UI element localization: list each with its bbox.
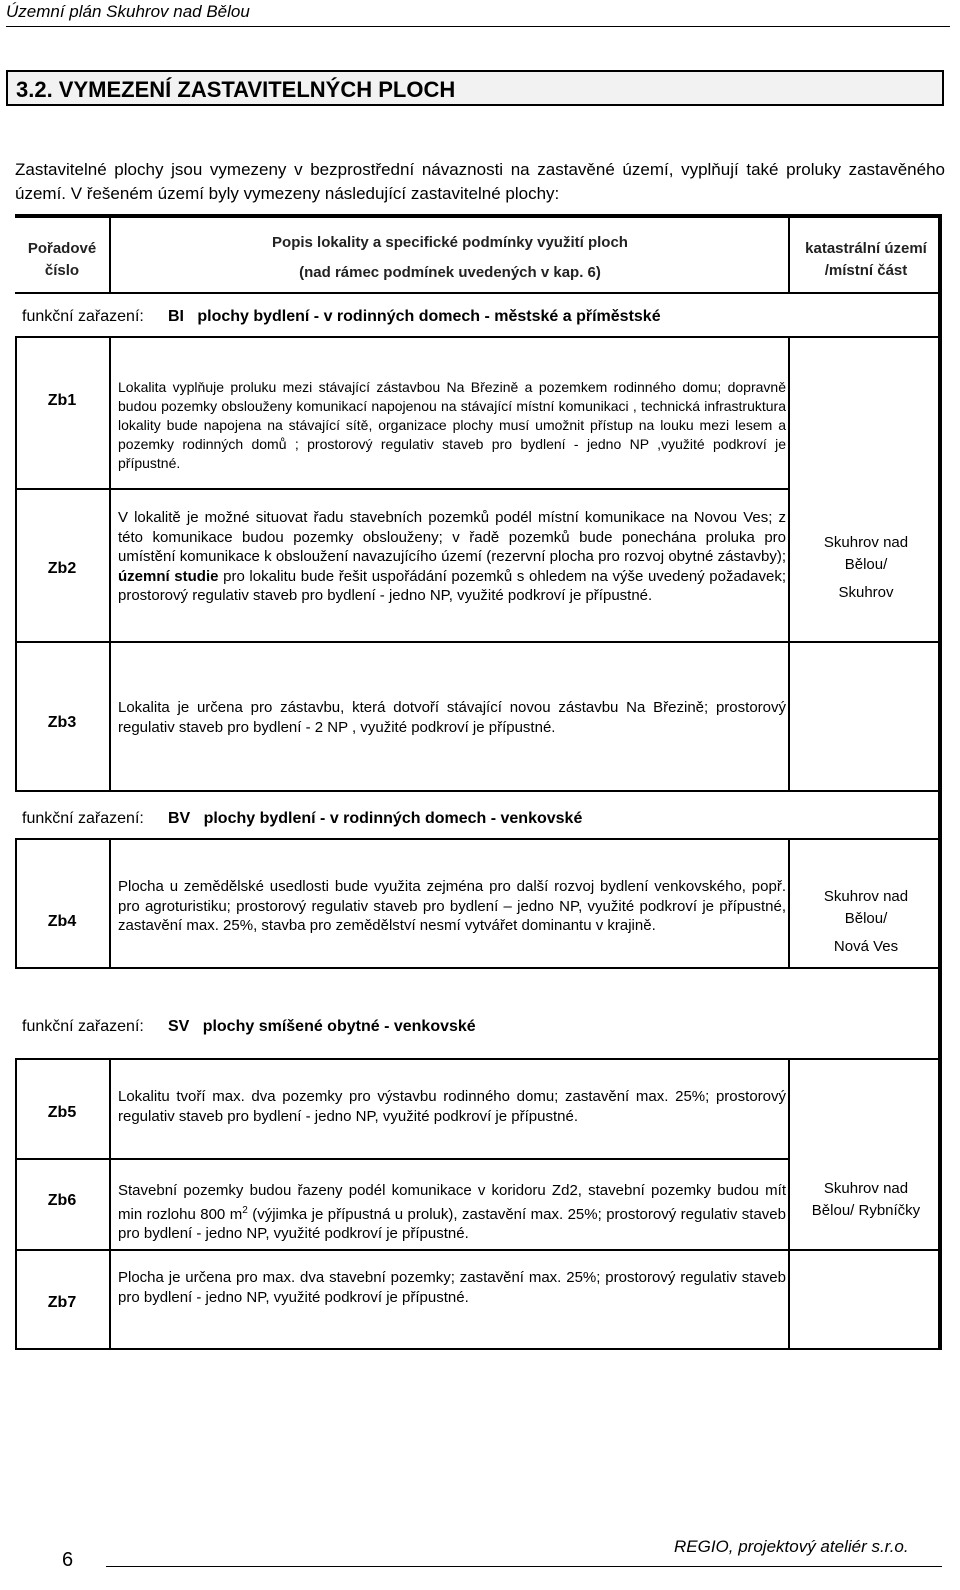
row-id: Zb4 — [47, 913, 77, 930]
table-divider — [109, 1058, 111, 1350]
row-id: Zb7 — [47, 1294, 77, 1311]
functional-classification-bi — [168, 308, 661, 326]
row-id: Zb5 — [47, 1104, 77, 1121]
row-description: Stavební pozemky budou řazeny podél komunikace v koridoru Zd2, stavební pozemky budou mít min rozlohu 800 $m^2$ (výjimka je přípustná u proluk), zastavění max. 25%; prostorový regulativ staveb pro bydlení - jedno NP, využité podkroví je přípustné. — [118, 1182, 786, 1242]
row-description: V lokalitě je možné situovat řadu stavebních pozemků podél místní komunikace na Novou Ves; z této komunikace budou pozemky obslouženy; v řadě pozemků bude ponechána proluka pro umístění komunikace k obsloužení navazujícího území (rezervní plocha pro rozvoj obytné zástavby); územní studie pro lokalitu bude řešit uspořádání pozemků s ohledem na výše uvedený požadavek; prostorový regulativ staveb pro bydlení - jedno NP, využité podkroví je přípustné. — [118, 509, 787, 604]
row-description: Plocha je určena pro max. dva stavební pozemky; zastavění max. 25%; prostorový regulativ staveb pro bydlení - jedno NP, využité podkroví je přípustné. — [118, 1269, 786, 1306]
table-divider — [15, 1249, 942, 1251]
cadastral-area-nova-ves: Skuhrov nad Bělou/ Nová Ves — [823, 888, 909, 955]
header-rule — [6, 26, 950, 27]
table-divider — [109, 336, 111, 791]
row-id: Zb3 — [47, 714, 77, 731]
header-order-number: Pořadové číslo — [27, 240, 97, 279]
running-title: Územní plán Skuhrov nad Bělou — [6, 2, 250, 21]
functional-classification-label: funkční zařazení: — [22, 1018, 144, 1035]
group-description: plochy smíšené obytné - venkovské — [202, 1018, 476, 1035]
header-description-line2: (nad rámec podmínek uvedených v kap. 6) — [299, 264, 601, 281]
group-description: plochy bydlení - v rodinných domech - městské a příměstské — [197, 308, 661, 325]
cadastral-area-skuhrov: Skuhrov nad Bělou/ Skuhrov — [823, 534, 909, 601]
row-id: Zb6 — [47, 1192, 77, 1209]
functional-classification-bv — [168, 810, 582, 828]
header-cadastral-area: katastrální území /místní část — [805, 240, 927, 279]
page-number: 6 — [62, 1549, 74, 1571]
row-description: Lokalitu tvoří max. dva pozemky pro výstavbu rodinného domu; zastavění max. 25%; prostorový regulativ staveb pro bydlení - jedno NP, využité podkroví je přípustné. — [118, 1088, 786, 1125]
table-divider — [15, 336, 942, 338]
table-divider — [788, 216, 790, 294]
table-divider — [109, 216, 111, 294]
functional-classification-sv — [168, 1018, 476, 1036]
group-code: BI — [168, 308, 184, 325]
group-code: SV — [168, 1018, 190, 1035]
table-divider — [15, 1158, 790, 1160]
row-description: Lokalita vyplňuje proluku mezi stávající zástavbou Na Březině a pozemkem rodinného domu; dopravně budou pozemky obslouženy komunikací napojenou na stávající místní komunikaci , technická infrastruktura lokality bude napojena na stávající sítě, organizace plochy musí umožnit přístup na louku mezi lesem a pozemky rodinných domů ; prostorový regulativ staveb pro bydlení - jedno NP ,využité podkroví je přípustné. — [118, 379, 786, 471]
table-divider — [788, 1058, 790, 1350]
table-divider — [15, 1058, 942, 1060]
row-id: Zb2 — [47, 560, 77, 577]
row-description: Plocha u zemědělské usedlosti bude využita zejména pro další rozvoj bydlení venkovského, popř. pro agroturistiku; prostorový regulativ staveb pro bydlení – jedno NP, využité podkroví je přípustné, zastavění max. 25%, stavba pro zemědělství nesmí vytvářet dominantu v krajině. — [118, 878, 786, 934]
table-divider — [15, 292, 942, 294]
section-title: 3.2. VYMEZENÍ ZASTAVITELNÝCH PLOCH — [16, 77, 456, 102]
table-divider — [109, 838, 111, 968]
header-description-line1: Popis lokality a specifické podmínky využití ploch — [272, 234, 628, 251]
group-description: plochy bydlení - v rodinných domech - venkovské — [203, 810, 583, 827]
footer-company: REGIO, projektový ateliér s.r.o. — [674, 1537, 909, 1556]
table-divider — [15, 641, 942, 643]
table-divider — [15, 967, 942, 969]
table-divider — [15, 488, 790, 490]
row-id: Zb1 — [47, 392, 77, 409]
functional-classification-label: funkční zařazení: — [22, 810, 144, 827]
section-title-box — [6, 70, 944, 106]
table-divider — [788, 336, 790, 791]
intro-paragraph: Zastavitelné plochy jsou vymezeny v bezprostřední návaznosti na zastavěné území, vyplňují také proluky zastavěného území. V řešeném území byly vymezeny následující zastavitelné plochy: — [15, 160, 945, 203]
footer-rule — [106, 1566, 942, 1567]
table-divider — [15, 1348, 942, 1350]
table-divider — [788, 838, 790, 968]
cadastral-area-rybnicky: Skuhrov nad Bělou/ Rybníčky — [811, 1180, 921, 1219]
table-divider — [15, 838, 942, 840]
table-divider — [15, 790, 942, 792]
table-divider — [15, 838, 17, 968]
group-code: BV — [168, 810, 191, 827]
row-description: Lokalita je určena pro zástavbu, která dotvoří stávající novou zástavbu Na Březině; prostorový regulativ staveb pro bydlení - 2 NP , využité podkroví je přípustné. — [118, 699, 786, 736]
functional-classification-label: funkční zařazení: — [22, 308, 144, 325]
